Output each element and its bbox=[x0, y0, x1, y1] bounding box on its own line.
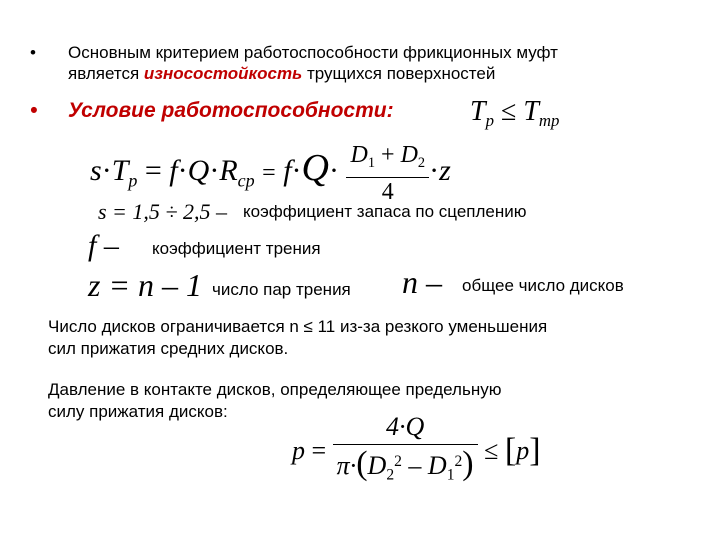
fp-lparen: ( bbox=[356, 444, 368, 482]
bullet1-line2-before: является bbox=[68, 64, 144, 83]
fm-numerator bbox=[346, 141, 429, 177]
fp-fraction bbox=[333, 410, 478, 492]
fm-f: f bbox=[169, 154, 178, 187]
para1-line2: сил прижатия средних дисков. bbox=[48, 339, 289, 358]
fm-R-sub: cp bbox=[237, 170, 255, 191]
para2-line1: Давление в контакте дисков, определяющее предельную bbox=[48, 380, 502, 399]
fm-fraction bbox=[346, 141, 429, 206]
fp-lbracket: [ bbox=[504, 432, 517, 470]
para2-line2: силу прижатия дисков: bbox=[48, 402, 228, 421]
fm-dot5: · bbox=[328, 154, 339, 187]
bullet1-line2 bbox=[68, 63, 495, 85]
cond-rhs: T bbox=[523, 96, 539, 127]
fm-dot3: · bbox=[209, 154, 220, 187]
def-n-text: общее число дисков bbox=[462, 276, 624, 295]
fp-den-D2: D bbox=[367, 450, 387, 480]
fm-Q2: Q bbox=[301, 147, 329, 189]
fp-p: p bbox=[292, 436, 305, 466]
cond-op: ≤ bbox=[500, 96, 517, 127]
fm-num-D2-sub: 2 bbox=[417, 154, 426, 171]
cond-lhs-sub: p bbox=[485, 110, 494, 130]
fm-dot6: · bbox=[429, 154, 440, 187]
fm-dot2: · bbox=[177, 154, 188, 187]
fm-num-D2: D bbox=[400, 141, 418, 168]
fm-num-D1-sub: 1 bbox=[367, 154, 376, 171]
def-s-text: коэффициент запаса по сцеплению bbox=[243, 202, 527, 221]
fm-T: T bbox=[111, 154, 129, 187]
fp-den-D2-sup: 2 bbox=[394, 453, 402, 470]
def-s-formula: s = 1,5 ÷ 2,5 – bbox=[98, 199, 227, 224]
highlight-term: износостойкость bbox=[143, 64, 303, 83]
fm-denominator: 4 bbox=[346, 177, 429, 206]
fm-eq2: = bbox=[262, 160, 276, 186]
fm-dot1: · bbox=[101, 154, 112, 187]
def-f-formula: f – bbox=[88, 229, 119, 262]
fp-den-pi: π· bbox=[336, 450, 357, 480]
fp-den-D1: D bbox=[427, 450, 447, 480]
fm-eq1: = bbox=[144, 154, 162, 187]
fp-le: ≤ bbox=[484, 436, 499, 466]
bullet-marker-2: • bbox=[30, 99, 38, 122]
fp-den-minus: – bbox=[408, 450, 422, 480]
fm-T-sub: p bbox=[128, 170, 138, 191]
bullet1-line1: Основным критерием работоспособности фрикционных муфт bbox=[68, 43, 558, 62]
fm-z: z bbox=[439, 154, 451, 187]
fp-den-D2-sub: 2 bbox=[386, 466, 395, 484]
bullet1-line2-after: трущихся поверхностей bbox=[302, 64, 496, 83]
fp-rhs: p bbox=[516, 436, 530, 466]
cond-lhs: T bbox=[470, 96, 486, 127]
fm-dot4: · bbox=[291, 154, 302, 187]
def-f-text: коэффициент трения bbox=[152, 239, 321, 258]
fp-eq: = bbox=[311, 436, 327, 466]
cond-rhs-sub: mp bbox=[538, 110, 560, 130]
bullet-marker-1: • bbox=[30, 43, 36, 62]
fm-num-plus: + bbox=[381, 141, 395, 168]
fm-f2: f bbox=[283, 154, 292, 187]
fp-rbracket: ] bbox=[529, 432, 541, 470]
fm-Q: Q bbox=[187, 154, 210, 187]
fp-rparen: ) bbox=[462, 444, 474, 482]
fp-den-D1-sub: 1 bbox=[446, 466, 455, 484]
fm-R: R bbox=[219, 154, 238, 187]
formula-pressure bbox=[292, 410, 541, 492]
fm-s: s bbox=[90, 154, 102, 187]
def-z-formula: z = n – 1 bbox=[88, 267, 203, 303]
condition-heading: Условие работоспособности: bbox=[68, 99, 394, 122]
def-z-text: число пар трения bbox=[212, 280, 351, 299]
fm-num-D1: D bbox=[350, 141, 368, 168]
para1-line1: Число дисков ограничивается n ≤ 11 из-за резкого уменьшения bbox=[48, 317, 548, 336]
def-n-formula: n – bbox=[402, 264, 442, 300]
fp-den-D1-sup: 2 bbox=[454, 453, 463, 470]
formula-condition bbox=[470, 96, 559, 131]
fp-denominator bbox=[333, 444, 478, 492]
fp-numerator: 4·Q bbox=[386, 412, 425, 441]
